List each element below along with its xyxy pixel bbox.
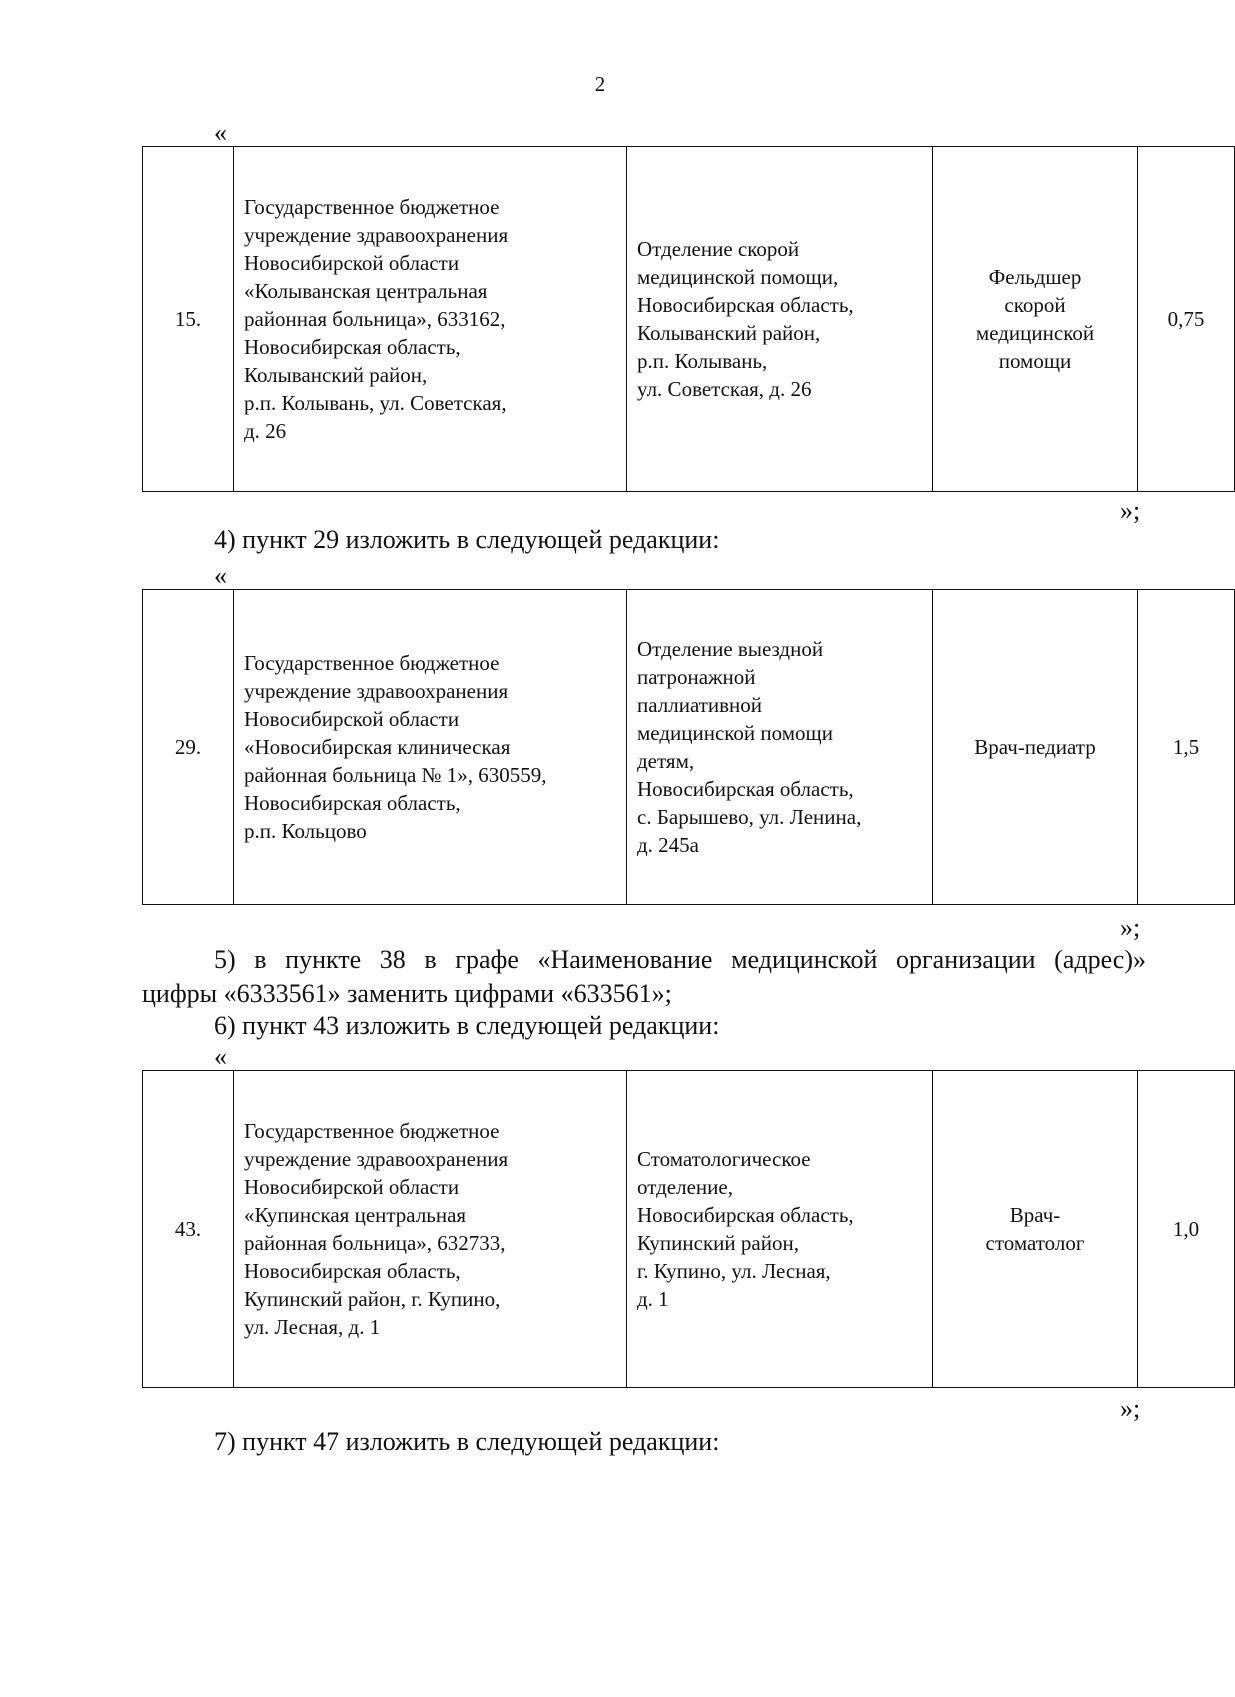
organization-text: Государственное бюджетное учреждение здравоохранения Новосибирской области «Новосибирская клиническая районная больница № 1», 630559, Новосибирская область, р.п. Кольцово (244, 651, 547, 843)
organization-cell (234, 1071, 627, 1388)
table-item-43 (142, 1070, 1235, 1388)
position-cell (933, 590, 1138, 905)
department-text: Отделение скорой медицинской помощи, Новосибирская область, Колыванский район, р.п. Колывань, ул. Советская, д. 26 (637, 237, 854, 401)
close-quote: »; (1120, 913, 1141, 942)
department-text: Отделение выездной патронажной паллиативной медицинской помощи детям, Новосибирская область, с. Барышево, ул. Ленина, д. 245а (637, 637, 862, 857)
department-cell (627, 147, 933, 492)
item-number: 15. (143, 147, 234, 492)
organization-cell (234, 590, 627, 905)
table-row (143, 1071, 1235, 1388)
organization-cell (234, 147, 627, 492)
position-cell (933, 1071, 1138, 1388)
position-cell (933, 147, 1138, 492)
paragraph-7: 7) пункт 47 изложить в следующей редакции: (214, 1427, 720, 1456)
position-text: Врач- стоматолог (985, 1203, 1085, 1255)
paragraph-4: 4) пункт 29 изложить в следующей редакции: (214, 525, 720, 554)
open-quote: « (214, 118, 227, 147)
close-quote: »; (1120, 1394, 1141, 1423)
paragraph-5-line-2: цифры «6333561» заменить цифрами «633561»; (142, 979, 672, 1008)
position-text: Фельдшер скорой медицинской помощи (975, 265, 1095, 373)
organization-text: Государственное бюджетное учреждение здравоохранения Новосибирской области «Купинская центральная районная больница», 632733, Новосибирская область, Купинский район, г. Купино, ул. Лесная, д. 1 (244, 1119, 509, 1339)
close-quote: »; (1120, 496, 1141, 525)
paragraph-6: 6) пункт 43 изложить в следующей редакции: (214, 1011, 720, 1040)
position-text: Врач-педиатр (974, 735, 1096, 759)
table-item-29 (142, 589, 1235, 905)
rate-cell: 0,75 (1138, 147, 1235, 492)
table-row (143, 590, 1235, 905)
department-cell (627, 590, 933, 905)
paragraph-5-line-1: 5) в пункте 38 в графе «Наименование медицинской организации (адрес)» (214, 945, 1146, 974)
table-row (143, 147, 1235, 492)
table-item-15 (142, 146, 1235, 492)
page-number: 2 (594, 72, 606, 96)
item-number: 29. (143, 590, 234, 905)
organization-text: Государственное бюджетное учреждение здравоохранения Новосибирской области «Колыванская центральная районная больница», 633162, Новосибирская область, Колыванский район, р.п. Колывань, ул. Советская, д. 26 (244, 195, 509, 443)
open-quote: « (214, 561, 227, 590)
department-text: Стоматологическое отделение, Новосибирская область, Купинский район, г. Купино, ул. Лесная, д. 1 (637, 1147, 854, 1311)
rate-cell: 1,0 (1138, 1071, 1235, 1388)
rate-cell: 1,5 (1138, 590, 1235, 905)
department-cell (627, 1071, 933, 1388)
item-number: 43. (143, 1071, 234, 1388)
open-quote: « (214, 1042, 227, 1071)
